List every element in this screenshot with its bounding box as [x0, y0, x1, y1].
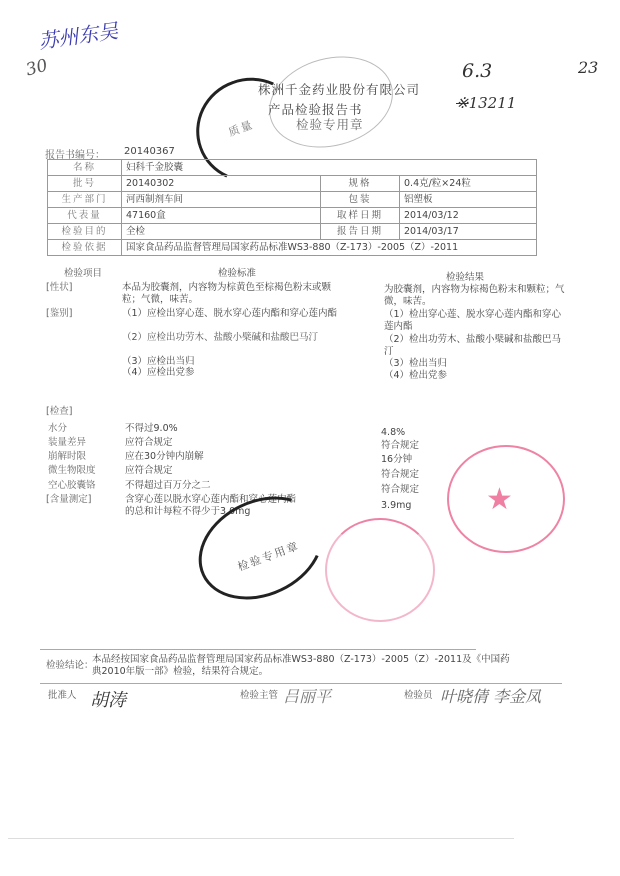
inspection-result: 符合规定: [381, 440, 420, 451]
dept-value: 河西制剂车间: [122, 192, 321, 208]
identification-standard-2: （2）应检出功劳木、盐酸小檗碱和盐酸巴马汀: [122, 332, 319, 343]
handwritten-13211: [456, 94, 516, 112]
identification-result-4: （4）检出党参: [384, 370, 448, 381]
name-value: 妇科千金胶囊: [122, 160, 537, 176]
inspection-standard: 不得过9.0%: [125, 423, 178, 434]
identification-standard-1: （1）应检出穿心莲、脱水穿心莲内酯和穿心莲内酯: [122, 308, 338, 319]
inspection-item: 水分: [48, 423, 68, 434]
spec-value: 0.4克/粒×24粒: [400, 176, 537, 192]
inspection-standard: 应在30分钟内崩解: [125, 451, 204, 462]
inspection-standard: 应符合规定: [125, 465, 173, 476]
inspection-result: 4.8%: [381, 427, 406, 438]
report-number-label: 报告书编号：: [45, 150, 105, 161]
col-header-item: 检验项目: [64, 268, 103, 279]
handwritten-name: 苏州东吴: [36, 18, 120, 54]
identification-standard-4: （4）应检出党参: [122, 367, 195, 378]
inspector-signature: 叶晓倩 李金凤: [440, 687, 542, 706]
package-label: 包装: [321, 192, 400, 208]
purpose-value: 全检: [122, 224, 321, 240]
quantity-label: 代表量: [48, 208, 122, 224]
report-title: 产品检验报告书: [268, 102, 363, 117]
batch-value: 20140302: [122, 176, 321, 192]
table-row: [48, 224, 537, 240]
assay-standard-line1: 含穿心莲以脱水穿心莲内酯和穿心莲内酯: [125, 494, 297, 505]
handwritten-number: 13211: [468, 94, 517, 112]
supervisor-label: 检验主管: [240, 690, 279, 701]
approver-label: 批准人: [48, 690, 77, 701]
report-date-label: 报告日期: [321, 224, 400, 240]
page-bottom-line: [8, 838, 514, 839]
product-info-table: [47, 159, 537, 256]
col-header-result: 检验结果: [446, 272, 485, 283]
identification-result-1: （1）检出穿心莲、脱水穿心莲内酯和穿心莲内酯: [384, 309, 562, 332]
package-value: 铝塑板: [400, 192, 537, 208]
red-star-icon: ★: [486, 482, 513, 517]
approver-signature: 胡涛: [90, 690, 126, 711]
identification-label: [鉴别]: [46, 308, 73, 319]
stamp-quality-label: 质量: [226, 117, 256, 140]
report-date-value: 2014/03/17: [400, 224, 537, 240]
handwritten-6-3: 6.3: [462, 60, 493, 82]
table-row: [48, 192, 537, 208]
conclusion-text-line2: 典2010年版一部》检验，结果符合规定。: [92, 666, 269, 677]
handwritten-number-30: 30: [23, 55, 50, 81]
sample-date-value: 2014/03/12: [400, 208, 537, 224]
spec-label: 规格: [321, 176, 400, 192]
inspection-item: 微生物限度: [48, 465, 96, 476]
quality-stamp-text: 检验专用章: [235, 539, 302, 574]
inspection-item: 装量差异: [48, 437, 87, 448]
identification-result-2: （2）检出功劳木、盐酸小檗碱和盐酸巴马汀: [384, 334, 562, 357]
properties-standard: 本品为胶囊剂，内容物为棕黄色至棕褐色粉末或颗粒；气微，味苦。: [122, 282, 332, 305]
inspection-result: 符合规定: [381, 469, 420, 480]
conclusion-label: 检验结论：: [46, 660, 94, 671]
table-row: [48, 240, 537, 256]
inspector-label: 检验员: [404, 690, 433, 701]
supervisor-signature: 吕丽平: [283, 687, 332, 706]
table-row: [48, 160, 537, 176]
properties-label: [性状]: [46, 282, 73, 293]
struck-mark: ※: [456, 94, 469, 112]
inspection-result: 16分钟: [381, 454, 413, 465]
assay-label: [含量测定]: [46, 494, 92, 505]
inspection-item: 空心胶囊铬: [48, 480, 96, 491]
inspection-standard: 应符合规定: [125, 437, 173, 448]
red-round-stamp-left: [325, 518, 435, 622]
table-row: [48, 208, 537, 224]
inspection-standard: 不得超过百万分之二: [125, 480, 211, 491]
identification-result-3: （3）检出当归: [384, 358, 448, 369]
col-header-standard: 检验标准: [218, 268, 257, 279]
assay-standard-line2: 的总和计每粒不得少于3.0mg: [125, 506, 251, 517]
inspection-result: 符合规定: [381, 484, 420, 495]
company-name: 株洲千金药业股份有限公司: [258, 82, 421, 97]
properties-result: 为胶囊剂，内容物为棕褐色粉末和颗粒；气微，味苦。: [384, 284, 565, 307]
inspection-label: [检查]: [46, 406, 73, 417]
assay-result: 3.9mg: [381, 500, 412, 511]
identification-standard-3: （3）应检出当归: [122, 356, 195, 367]
divider-top: [40, 649, 476, 650]
handwritten-23: 23: [578, 58, 599, 77]
purpose-label: 检验目的: [48, 224, 122, 240]
report-number-value: 20140367: [124, 146, 175, 157]
basis-value: 国家食品药品监督管理局国家药品标准WS3-880（Z-173）-2005（Z）-2011: [122, 240, 537, 256]
name-label: 名称: [48, 160, 122, 176]
basis-label: 检验依据: [48, 240, 122, 256]
table-row: [48, 176, 537, 192]
dept-label: 生产部门: [48, 192, 122, 208]
quantity-value: 47160盒: [122, 208, 321, 224]
sample-date-label: 取样日期: [321, 208, 400, 224]
conclusion-text-line1: 本品经按国家食品药品监督管理局国家药品标准WS3-880（Z-173）-2005（Z）-2011及《中国药: [92, 654, 510, 665]
inspection-item: 崩解时限: [48, 451, 87, 462]
batch-label: 批号: [48, 176, 122, 192]
stamp-inspection-seal-text: 检验专用章: [296, 117, 364, 132]
